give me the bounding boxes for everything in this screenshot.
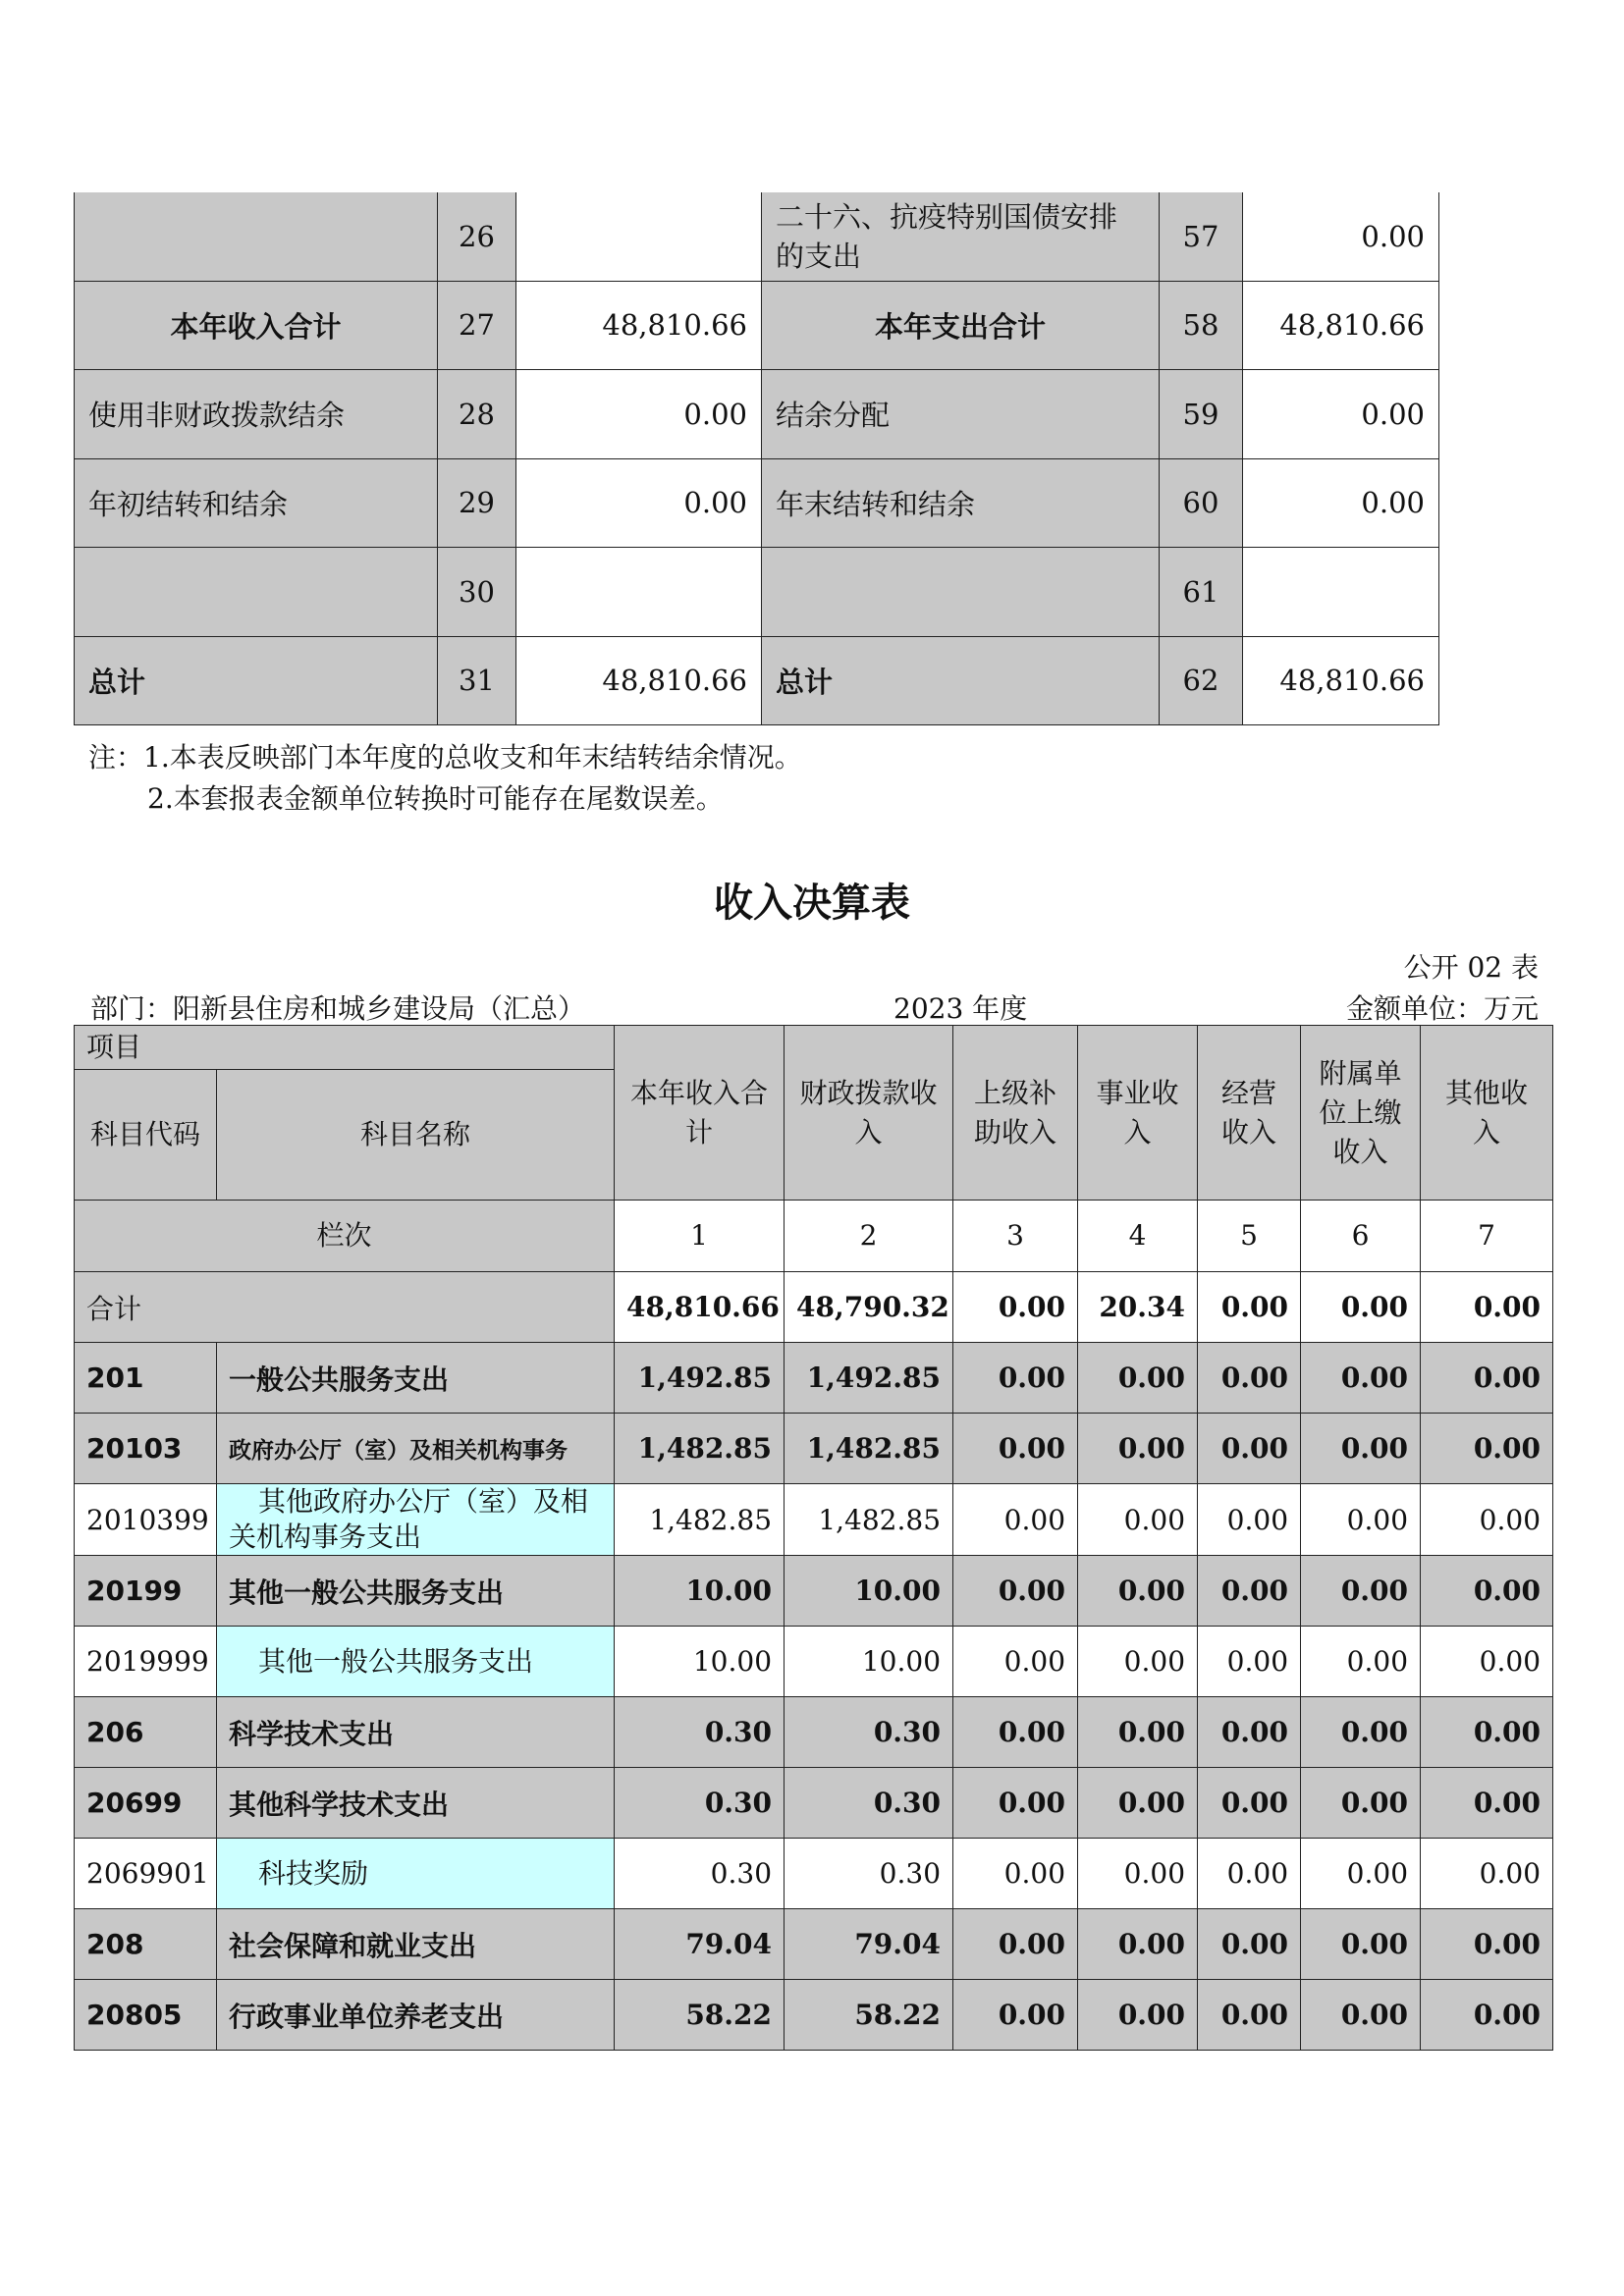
amount-cell: 79.04 xyxy=(785,1909,953,1980)
summary-left-amount: 48,810.66 xyxy=(516,636,762,725)
subject-code: 206 xyxy=(75,1697,217,1768)
summary-right-label: 本年支出合计 xyxy=(762,281,1160,370)
summary-right-number: 60 xyxy=(1160,458,1243,548)
summary-left-label: 总计 xyxy=(75,636,438,725)
amount-cell: 10.00 xyxy=(785,1627,953,1697)
amount-cell: 0.00 xyxy=(953,1484,1078,1556)
summary-left-label: 本年收入合计 xyxy=(75,281,438,370)
header-col-4: 事业收入 xyxy=(1078,1026,1198,1201)
summary-left-label xyxy=(75,548,438,637)
summary-row xyxy=(75,636,1439,725)
fiscal-year: 2023 年度 xyxy=(893,992,1028,1025)
subject-code: 2069901 xyxy=(75,1839,217,1909)
summary-left-amount: 0.00 xyxy=(516,458,762,548)
table-row xyxy=(75,1627,1553,1697)
col-no-2: 2 xyxy=(785,1201,953,1272)
summary-left-number: 28 xyxy=(438,370,516,459)
table-row xyxy=(75,1909,1553,1980)
summary-left-number: 30 xyxy=(438,548,516,637)
amount-cell: 0.00 xyxy=(1198,1697,1301,1768)
amount-cell: 0.00 xyxy=(953,1768,1078,1839)
summary-left-amount xyxy=(516,192,762,281)
header-col-3: 上级补助收入 xyxy=(953,1026,1078,1201)
col-no-1: 1 xyxy=(615,1201,785,1272)
total-label: 合计 xyxy=(75,1272,615,1343)
subject-code: 2019999 xyxy=(75,1627,217,1697)
summary-row xyxy=(75,458,1439,548)
amount-cell: 0.00 xyxy=(1198,1768,1301,1839)
total-value: 48,790.32 xyxy=(785,1272,953,1343)
subject-code: 201 xyxy=(75,1343,217,1414)
amount-cell: 0.00 xyxy=(953,1414,1078,1484)
amount-cell: 0.00 xyxy=(953,1556,1078,1627)
amount-cell: 0.00 xyxy=(953,1909,1078,1980)
header-code: 科目代码 xyxy=(75,1070,217,1201)
header-col-7: 其他收入 xyxy=(1421,1026,1553,1201)
subject-name: 一般公共服务支出 xyxy=(217,1343,615,1414)
col-no-6: 6 xyxy=(1301,1201,1421,1272)
amount-cell: 0.00 xyxy=(1301,1768,1421,1839)
amount-cell: 0.00 xyxy=(1421,1697,1553,1768)
subject-name: 其他一般公共服务支出 xyxy=(217,1627,615,1697)
amount-cell: 0.00 xyxy=(1421,1768,1553,1839)
header-col-1: 本年收入合计 xyxy=(615,1026,785,1201)
amount-cell: 10.00 xyxy=(785,1556,953,1627)
subject-name: 其他科学技术支出 xyxy=(217,1768,615,1839)
note-line-2: 2.本套报表金额单位转换时可能存在尾数误差。 xyxy=(147,782,724,815)
amount-cell: 0.00 xyxy=(953,1343,1078,1414)
amount-cell: 0.00 xyxy=(1421,1414,1553,1484)
subject-name: 政府办公厅（室）及相关机构事务 xyxy=(217,1414,615,1484)
amount-cell: 58.22 xyxy=(615,1980,785,2051)
summary-right-amount: 0.00 xyxy=(1243,458,1439,548)
col-no-7: 7 xyxy=(1421,1201,1553,1272)
summary-right-amount: 48,810.66 xyxy=(1243,636,1439,725)
amount-cell: 0.00 xyxy=(1301,1980,1421,2051)
amount-cell: 0.00 xyxy=(1301,1627,1421,1697)
summary-right-label: 总计 xyxy=(762,636,1160,725)
table-row xyxy=(75,1839,1553,1909)
summary-left-number: 29 xyxy=(438,458,516,548)
amount-cell: 1,492.85 xyxy=(615,1343,785,1414)
subject-name: 科学技术支出 xyxy=(217,1697,615,1768)
amount-cell: 0.00 xyxy=(1421,1909,1553,1980)
subject-code: 208 xyxy=(75,1909,217,1980)
summary-left-label xyxy=(75,192,438,281)
page-title: 收入决算表 xyxy=(714,881,910,926)
amount-cell: 0.00 xyxy=(1301,1343,1421,1414)
summary-right-amount: 48,810.66 xyxy=(1243,281,1439,370)
summary-right-number: 58 xyxy=(1160,281,1243,370)
amount-cell: 0.00 xyxy=(1421,1556,1553,1627)
department-label: 部门：阳新县住房和城乡建设局（汇总） xyxy=(90,992,586,1025)
col-no-5: 5 xyxy=(1198,1201,1301,1272)
amount-cell: 0.00 xyxy=(1078,1556,1198,1627)
amount-cell: 1,482.85 xyxy=(785,1484,953,1556)
subject-code: 20199 xyxy=(75,1556,217,1627)
summary-right-number: 62 xyxy=(1160,636,1243,725)
summary-table xyxy=(74,192,1439,725)
subject-code: 20805 xyxy=(75,1980,217,2051)
summary-right-label: 二十六、抗疫特别国债安排的支出 xyxy=(762,192,1160,281)
amount-cell: 0.00 xyxy=(1198,1343,1301,1414)
summary-right-label xyxy=(762,548,1160,637)
summary-right-number: 59 xyxy=(1160,370,1243,459)
amount-cell: 0.30 xyxy=(785,1768,953,1839)
amount-cell: 0.30 xyxy=(615,1697,785,1768)
form-number: 公开 02 表 xyxy=(1403,951,1539,984)
amount-cell: 0.00 xyxy=(953,1697,1078,1768)
summary-right-number: 57 xyxy=(1160,192,1243,281)
note-line-1: 注：1.本表反映部门本年度的总收支和年末结转结余情况。 xyxy=(88,741,802,774)
amount-cell: 10.00 xyxy=(615,1556,785,1627)
summary-row xyxy=(75,370,1439,459)
amount-cell: 0.00 xyxy=(1078,1839,1198,1909)
amount-cell: 0.00 xyxy=(1078,1627,1198,1697)
header-col-6: 附属单位上缴收入 xyxy=(1301,1026,1421,1201)
amount-cell: 0.00 xyxy=(1198,1909,1301,1980)
total-row xyxy=(75,1272,1553,1343)
total-value: 0.00 xyxy=(1421,1272,1553,1343)
summary-left-amount: 48,810.66 xyxy=(516,281,762,370)
amount-cell: 0.00 xyxy=(1078,1980,1198,2051)
table-row xyxy=(75,1414,1553,1484)
amount-cell: 0.00 xyxy=(1078,1414,1198,1484)
amount-cell: 0.30 xyxy=(785,1697,953,1768)
table-row xyxy=(75,1980,1553,2051)
subject-code: 20103 xyxy=(75,1414,217,1484)
amount-cell: 0.00 xyxy=(1421,1627,1553,1697)
amount-cell: 0.00 xyxy=(1198,1484,1301,1556)
summary-left-amount xyxy=(516,548,762,637)
summary-row xyxy=(75,281,1439,370)
amount-cell: 1,482.85 xyxy=(615,1414,785,1484)
subject-name: 其他政府办公厅（室）及相关机构事务支出 xyxy=(217,1484,615,1556)
amount-cell: 0.00 xyxy=(1198,1414,1301,1484)
summary-left-label: 年初结转和结余 xyxy=(75,458,438,548)
amount-cell: 0.00 xyxy=(1198,1556,1301,1627)
total-value: 0.00 xyxy=(1198,1272,1301,1343)
header-project: 项目 xyxy=(75,1026,615,1070)
amount-cell: 1,482.85 xyxy=(785,1414,953,1484)
amount-cell: 1,492.85 xyxy=(785,1343,953,1414)
amount-cell: 0.00 xyxy=(1421,1343,1553,1414)
amount-cell: 0.00 xyxy=(953,1980,1078,2051)
subject-code: 20699 xyxy=(75,1768,217,1839)
subject-code: 2010399 xyxy=(75,1484,217,1556)
amount-cell: 0.00 xyxy=(1421,1839,1553,1909)
amount-cell: 0.00 xyxy=(1198,1980,1301,2051)
header-lanci: 栏次 xyxy=(75,1201,615,1272)
col-no-4: 4 xyxy=(1078,1201,1198,1272)
total-value: 20.34 xyxy=(1078,1272,1198,1343)
table-row xyxy=(75,1556,1553,1627)
table-row xyxy=(75,1484,1553,1556)
amount-cell: 0.30 xyxy=(615,1768,785,1839)
amount-cell: 0.00 xyxy=(1301,1484,1421,1556)
summary-right-label: 年末结转和结余 xyxy=(762,458,1160,548)
summary-left-number: 31 xyxy=(438,636,516,725)
amount-cell: 0.00 xyxy=(1421,1980,1553,2051)
table-row xyxy=(75,1768,1553,1839)
amount-cell: 10.00 xyxy=(615,1627,785,1697)
amount-cell: 1,482.85 xyxy=(615,1484,785,1556)
summary-row xyxy=(75,548,1439,637)
amount-cell: 58.22 xyxy=(785,1980,953,2051)
amount-cell: 0.00 xyxy=(1301,1556,1421,1627)
summary-left-number: 27 xyxy=(438,281,516,370)
summary-right-amount: 0.00 xyxy=(1243,370,1439,459)
summary-left-amount: 0.00 xyxy=(516,370,762,459)
table-row xyxy=(75,1697,1553,1768)
amount-cell: 0.00 xyxy=(953,1627,1078,1697)
subject-name: 科技奖励 xyxy=(217,1839,615,1909)
amount-cell: 0.00 xyxy=(1301,1697,1421,1768)
amount-cell: 0.00 xyxy=(1078,1697,1198,1768)
summary-right-amount xyxy=(1243,548,1439,637)
amount-cell: 0.30 xyxy=(785,1839,953,1909)
total-value: 48,810.66 xyxy=(615,1272,785,1343)
amount-unit: 金额单位：万元 xyxy=(1345,992,1539,1025)
amount-cell: 0.00 xyxy=(953,1839,1078,1909)
table-row xyxy=(75,1343,1553,1414)
amount-cell: 0.00 xyxy=(1078,1909,1198,1980)
subject-name: 行政事业单位养老支出 xyxy=(217,1980,615,2051)
amount-cell: 79.04 xyxy=(615,1909,785,1980)
summary-left-number: 26 xyxy=(438,192,516,281)
total-value: 0.00 xyxy=(1301,1272,1421,1343)
amount-cell: 0.00 xyxy=(1301,1414,1421,1484)
amount-cell: 0.00 xyxy=(1078,1484,1198,1556)
amount-cell: 0.00 xyxy=(1198,1627,1301,1697)
amount-cell: 0.30 xyxy=(615,1839,785,1909)
summary-left-label: 使用非财政拨款结余 xyxy=(75,370,438,459)
header-col-2: 财政拨款收入 xyxy=(785,1026,953,1201)
header-col-5: 经营收入 xyxy=(1198,1026,1301,1201)
summary-right-amount: 0.00 xyxy=(1243,192,1439,281)
summary-row xyxy=(75,192,1439,281)
summary-right-label: 结余分配 xyxy=(762,370,1160,459)
subject-name: 其他一般公共服务支出 xyxy=(217,1556,615,1627)
header-name: 科目名称 xyxy=(217,1070,615,1201)
amount-cell: 0.00 xyxy=(1301,1909,1421,1980)
col-no-3: 3 xyxy=(953,1201,1078,1272)
total-value: 0.00 xyxy=(953,1272,1078,1343)
amount-cell: 0.00 xyxy=(1198,1839,1301,1909)
income-table xyxy=(74,1025,1553,2051)
subject-name: 社会保障和就业支出 xyxy=(217,1909,615,1980)
amount-cell: 0.00 xyxy=(1078,1768,1198,1839)
amount-cell: 0.00 xyxy=(1078,1343,1198,1414)
amount-cell: 0.00 xyxy=(1301,1839,1421,1909)
amount-cell: 0.00 xyxy=(1421,1484,1553,1556)
summary-right-number: 61 xyxy=(1160,548,1243,637)
